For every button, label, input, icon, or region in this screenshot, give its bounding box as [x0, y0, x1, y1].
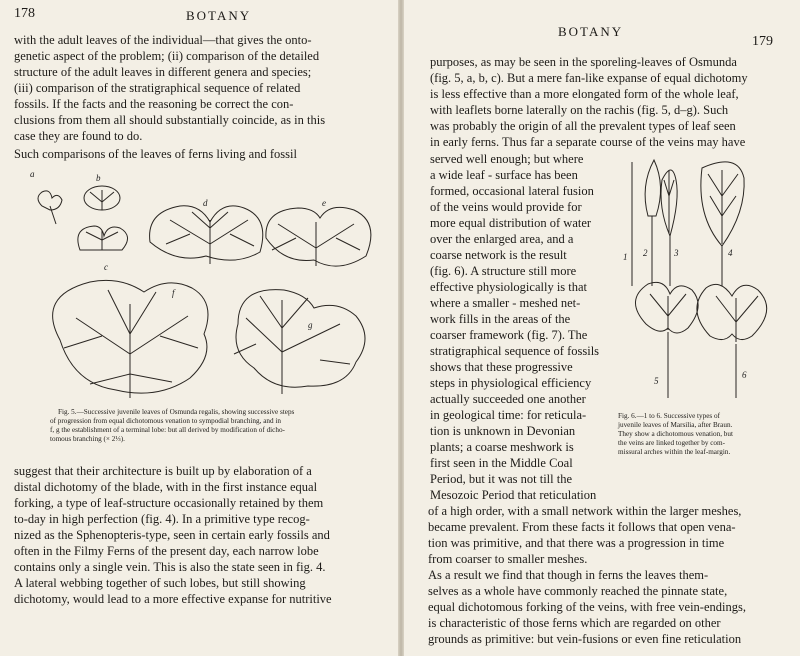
figure-label-g: g: [308, 320, 313, 330]
figure-label-d: d: [203, 198, 208, 208]
leaf-c-veins: [86, 230, 118, 250]
text-line: with leaflets borne laterally on the rachis (fig. 5, d–g). Such: [430, 103, 729, 117]
text-line: (fig. 5, a, b, c). But a mere fan-like expanse of equal dichotomy: [430, 71, 748, 85]
text-line: Such comparisons of the leaves of ferns living and fossil: [14, 147, 297, 161]
figure-caption: f, g the establishment of a terminal lobe: but all derived by modification of dicho-: [50, 426, 285, 434]
figure-caption: They show a dichotomous venation, but: [618, 430, 733, 438]
figure-6-marsilia-leaves: [618, 156, 794, 406]
text-line: is less effective than a more elongated form of the whole leaf,: [430, 87, 739, 101]
text-line: is characteristic of those ferns which are regarded on other: [428, 616, 721, 630]
running-head: BOTANY: [186, 8, 252, 23]
figure-caption: tomous branching (× 2⅓).: [50, 435, 125, 443]
leaf-5-veins: [650, 294, 686, 330]
text-line: stratigraphical sequence of fossils: [430, 344, 600, 358]
text-line: more equal distribution of water: [430, 216, 592, 230]
text-line: distal dichotomy of the blade, with in the first instance equal: [14, 480, 318, 494]
leaf-d: [150, 206, 263, 260]
text-line: plants; a coarse meshwork is: [430, 440, 574, 454]
text-line: over the enlarged area, and a: [430, 232, 574, 246]
figure-label-c: c: [104, 262, 108, 272]
text-line: a wide leaf - surface has been: [430, 168, 578, 182]
figure-label-f: f: [172, 288, 175, 298]
text-line: contains only a single vein. This is also the state seen in fig. 4.: [14, 560, 326, 574]
text-line: steps in physiological efficiency: [430, 376, 592, 390]
text-line: As a result we find that though in ferns the leaves them-: [428, 568, 709, 582]
figure-5-osmunda-leaves: [20, 168, 380, 406]
leaf-f-veins: [64, 290, 198, 398]
leaf-c: [78, 226, 128, 250]
text-line: became prevalent. From these facts it follows that open vena-: [428, 520, 736, 534]
page-number: 179: [752, 34, 773, 49]
figure-caption: missural arches within the leaf-margin.: [618, 448, 731, 456]
right-page: [404, 0, 800, 656]
text-line: Period, but it was not till the: [430, 472, 573, 486]
leaf-2: [645, 160, 660, 216]
text-line: (iii) comparison of the stratigraphical sequence of related: [14, 81, 301, 95]
text-line: of the veins would provide for: [430, 200, 582, 214]
text-line: genetic aspect of the problem; (ii) comparison of the detailed: [14, 49, 320, 63]
text-line: Mesozoic Period that reticulation: [430, 488, 597, 502]
figure-label-4: 4: [728, 248, 733, 258]
text-line: structure of the adult leaves in different genera and species;: [14, 65, 312, 79]
figure-caption: juvenile leaves of Marsilia, after Braun.: [618, 421, 733, 429]
text-line: actually succeeded one another: [430, 392, 586, 406]
text-line: forking, a type of leaf-structure occasionally retained by them: [14, 496, 324, 510]
text-line: was probably the origin of all the prevalent types of leaf seen: [430, 119, 736, 133]
figure-label-5: 5: [654, 376, 659, 386]
leaf-d-veins: [166, 212, 254, 264]
leaf-b-veins: [90, 190, 114, 210]
text-line: tion is unknown in Devonian: [430, 424, 576, 438]
text-line: fossils. If the facts and the reasoning be correct the con-: [14, 97, 294, 111]
text-line: purposes, as may be seen in the sporeling-leaves of Osmunda: [430, 55, 737, 69]
leaf-e-veins: [272, 222, 360, 266]
figure-label-b: b: [96, 173, 101, 183]
running-head: BOTANY: [558, 24, 624, 39]
text-line: case they are found to do.: [14, 129, 143, 143]
text-line: coarser framework (fig. 7). The: [430, 328, 588, 342]
text-line: of a high order, with a small network within the larger meshes,: [428, 504, 742, 518]
text-line: A lateral webbing together of such lobes, but still showing: [14, 576, 306, 590]
leaf-6-veins: [716, 296, 758, 342]
leaf-g-veins: [234, 296, 350, 394]
figure-label-a: a: [30, 169, 35, 179]
figure-label-e: e: [322, 198, 326, 208]
text-line: to-day in high perfection (fig. 4). In a primitive type recog-: [14, 512, 310, 526]
text-line: work fills in the areas of the: [430, 312, 571, 326]
text-line: clusions from them all should substantially coincide, as in this: [14, 113, 326, 127]
text-line: nized as the Sphenopteris-type, seen in certain early fossils and: [14, 528, 330, 542]
figure-caption: Fig. 5.—Successive juvenile leaves of Osmunda regalis, showing successive steps: [58, 408, 295, 416]
text-line: (fig. 6). A structure still more: [430, 264, 577, 278]
text-line: where a smaller - meshed net-: [430, 296, 581, 310]
figure-label-2: 2: [643, 248, 648, 258]
page-number: 178: [14, 6, 35, 21]
text-line: first seen in the Middle Coal: [430, 456, 573, 470]
text-line: in early ferns. Thus far a separate course of the veins may have: [430, 135, 746, 149]
text-line: shows that these progressive: [430, 360, 573, 374]
text-line: tion was primitive, and that there was a progression in time: [428, 536, 725, 550]
leaf-g: [236, 290, 365, 388]
figure-label-1: 1: [623, 252, 628, 262]
text-line: grounds as primitive: but vein-fusions or even fine reticulation: [428, 632, 742, 646]
text-line: coarse network is the result: [430, 248, 567, 262]
text-line: dichotomy, would lead to a more effective expanse for nutritive: [14, 592, 332, 606]
text-line: equal dichotomous forking of the veins, with free vein-endings,: [428, 600, 746, 614]
text-line: effective physiologically is that: [430, 280, 588, 294]
figure-label-3: 3: [674, 248, 679, 258]
text-line: often in the Filmy Ferns of the present day, each narrow lobe: [14, 544, 319, 558]
leaf-6: [697, 284, 767, 339]
text-line: with the adult leaves of the individual—that gives the onto-: [14, 33, 312, 47]
figure-label-6: 6: [742, 370, 747, 380]
text-line: selves as a whole have commonly reached the pinnate state,: [428, 584, 728, 598]
leaf-5: [635, 282, 698, 333]
text-line: in geological time: for reticula-: [430, 408, 587, 422]
left-page: [0, 0, 398, 656]
figure-caption: the veins are linked together by com-: [618, 439, 725, 447]
text-line: suggest that their architecture is built up by elaboration of a: [14, 464, 312, 478]
leaf-e: [266, 207, 371, 266]
figure-caption: Fig. 6.—1 to 6. Successive types of: [618, 412, 721, 420]
text-line: from coarser to smaller meshes.: [428, 552, 588, 566]
text-line: served well enough; but where: [430, 152, 584, 166]
figure-caption: of progression from equal dichotomous venation to sympodial branching, and in: [50, 417, 281, 425]
text-line: formed, occasional lateral fusion: [430, 184, 594, 198]
